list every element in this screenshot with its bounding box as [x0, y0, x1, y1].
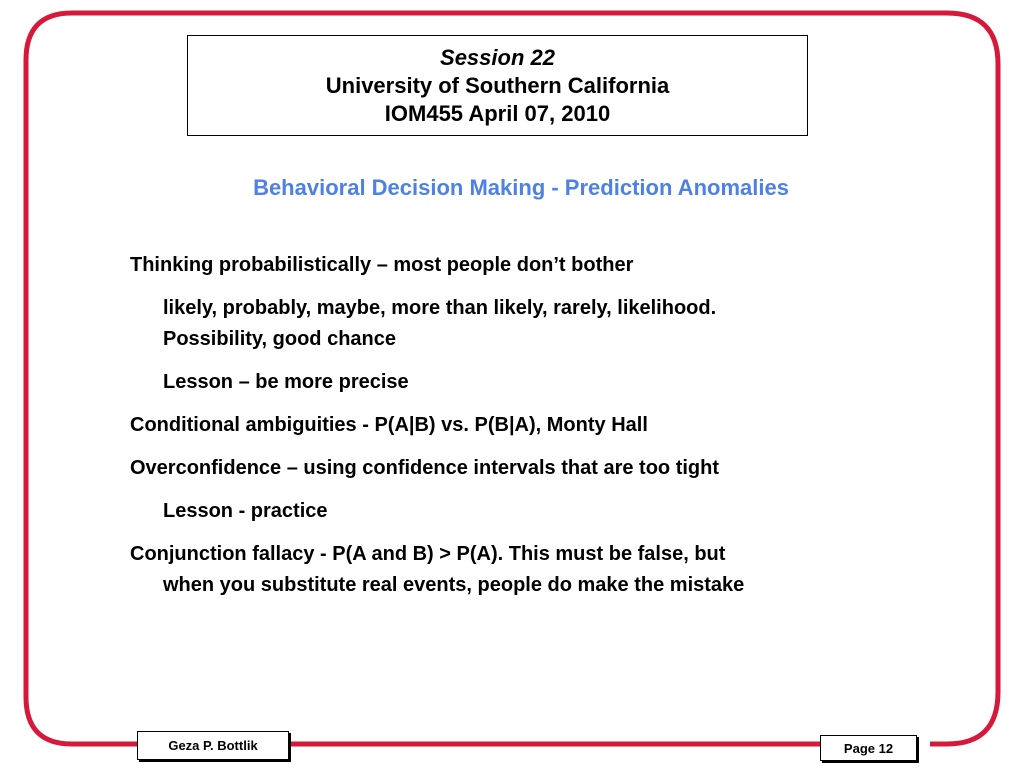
course-date-label: IOM455 April 07, 2010	[384, 100, 611, 126]
author-footer: Geza P. Bottlik	[137, 731, 289, 760]
point-vague-words-line1: likely, probably, maybe, more than likely, rarely, likelihood.	[163, 297, 717, 319]
session-label: Session 22	[440, 44, 555, 70]
point-lesson-practice: Lesson - practice	[163, 500, 328, 522]
point-vague-words-line2: Possibility, good chance	[163, 328, 397, 350]
header-box	[187, 35, 808, 136]
university-label: University of Southern California	[325, 72, 670, 98]
page-number-footer: Page 12	[820, 735, 917, 761]
point-conjunction-fallacy-line2: when you substitute real events, people do make the mistake	[163, 574, 745, 596]
slide-title: Behavioral Decision Making - Prediction Anomalies	[253, 175, 789, 200]
point-conjunction-fallacy-line1: Conjunction fallacy - P(A and B) > P(A). This must be false, but	[130, 543, 726, 565]
slide-content	[130, 250, 930, 601]
point-thinking-probabilistically: Thinking probabilistically – most people don’t bother	[130, 254, 634, 276]
point-lesson-precise: Lesson – be more precise	[163, 371, 409, 393]
point-conditional-ambiguities: Conditional ambiguities - P(A|B) vs. P(B|A), Monty Hall	[130, 414, 648, 436]
point-overconfidence: Overconfidence – using confidence intervals that are too tight	[130, 457, 720, 479]
